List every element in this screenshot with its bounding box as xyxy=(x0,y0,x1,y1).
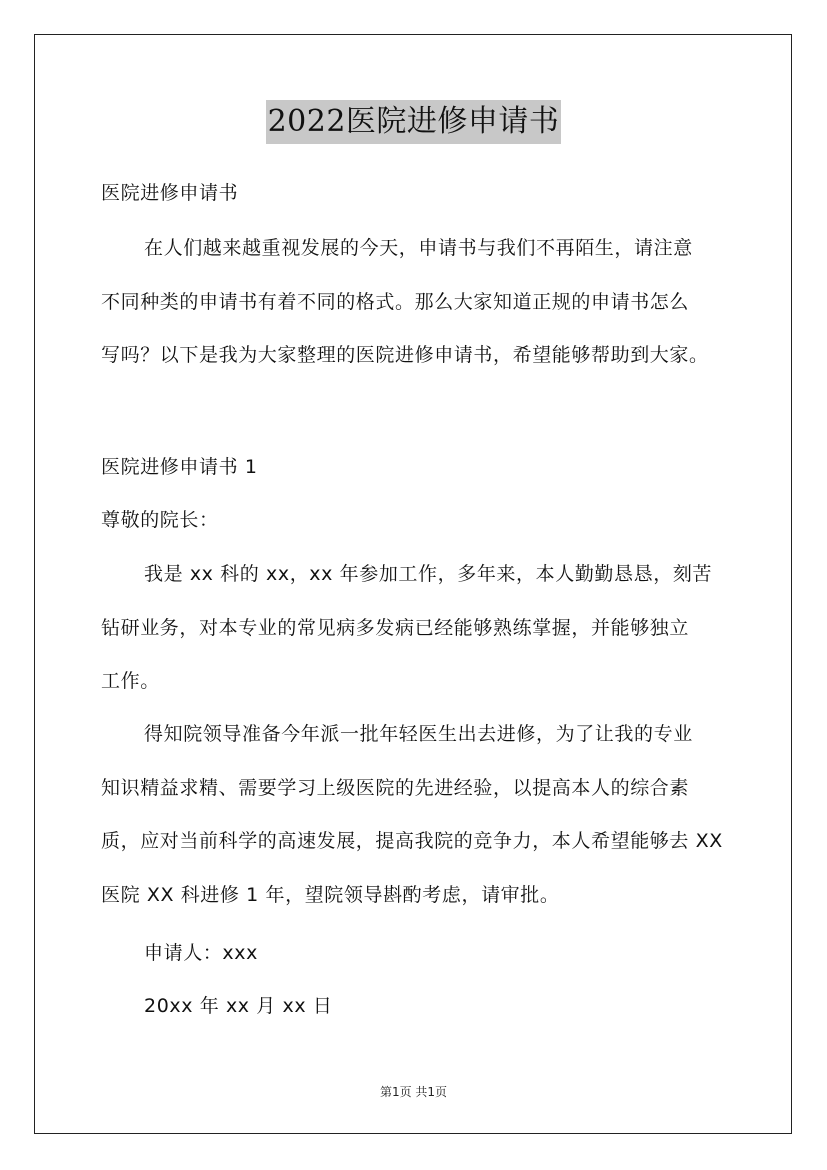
paragraph-line: 质，应对当前科学的高速发展，提高我院的竞争力，本人希望能够去 XX xyxy=(101,830,723,852)
subtitle: 医院进修申请书 xyxy=(101,182,239,204)
paragraph-line: 钻研业务，对本专业的常见病多发病已经能够熟练掌握，并能够独立 xyxy=(101,616,690,639)
paragraph-line: 医院 XX 科进修 1 年，望院领导斟酌考虑，请审批。 xyxy=(101,883,560,906)
page-footer: 第1页 共1页 xyxy=(379,1085,448,1099)
intro-line: 在人们越来越重视发展的今天，申请书与我们不再陌生，请注意 xyxy=(144,237,693,259)
intro-paragraph xyxy=(101,222,741,383)
section-heading: 医院进修申请书 1 xyxy=(101,456,258,478)
salutation: 尊敬的院长： xyxy=(101,509,219,531)
intro-line: 写吗？以下是我为大家整理的医院进修申请书，希望能够帮助到大家。 xyxy=(101,344,709,366)
document-title: 2022医院进修申请书 xyxy=(266,100,562,144)
paragraph-line: 得知院领导准备今年派一批年轻医生出去进修，为了让我的专业 xyxy=(144,723,693,745)
paragraph-2 xyxy=(101,708,741,922)
paragraph-line: 工作。 xyxy=(101,670,160,692)
paragraph-line: 我是 xx 科的 xx，xx 年参加工作，多年来，本人勤勤恳恳，刻苦 xyxy=(144,563,713,585)
intro-line: 不同种类的申请书有着不同的格式。那么大家知道正规的申请书怎么 xyxy=(101,290,690,313)
date-line: 20xx 年 xx 月 xx 日 xyxy=(144,995,333,1017)
applicant-line: 申请人：xxx xyxy=(144,942,258,964)
paragraph-line: 知识精益求精、需要学习上级医院的先进经验，以提高本人的综合素 xyxy=(101,776,690,799)
title-container xyxy=(0,100,827,144)
paragraph-1 xyxy=(101,548,741,709)
